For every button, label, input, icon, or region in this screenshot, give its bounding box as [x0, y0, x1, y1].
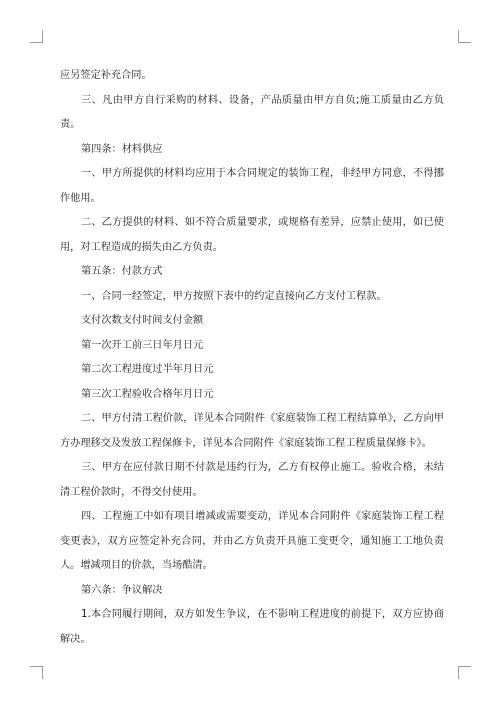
- paragraph: 1.本合同履行期间，双方如发生争议，在不影响工程进度的前提下，双方应协商解决。: [60, 609, 444, 645]
- crop-mark-top-right: [458, 30, 471, 43]
- section-heading: 第四条：材料供应: [81, 143, 163, 155]
- payment-row: 第一次开工前三日年月日元: [81, 339, 204, 351]
- paragraph: 一、甲方所提供的材料均应用于本合同规定的装饰工程，非经甲方同意，不得挪作他用。: [60, 168, 444, 204]
- paragraph: 四、工程施工中如有项目增减或需要变动，详见本合同附件《家庭装饰工程工程变更表》，双方应签定补充合同，并由乙方负责开具施工变更令，通知施工工地负责人。增减项目的价款，当场酷清。: [60, 511, 444, 571]
- paragraph: 一、合同一经签定，甲方按照下表中的约定直接向乙方支付工程款。: [81, 290, 387, 302]
- paragraph: 三、凡由甲方自行采购的材料、设备，产品质量由甲方自负;施工质量由乙方负责。: [60, 94, 444, 130]
- payment-row: 第三次工程验收合格年月日元: [81, 388, 214, 400]
- crop-mark-bottom-left: [30, 666, 43, 679]
- crop-mark-bottom-right: [458, 666, 471, 679]
- section-heading: 第六条：争议解决: [81, 584, 163, 596]
- paragraph: 应另签定补充合同。: [60, 70, 152, 81]
- payment-row: 第二次工程进度过半年月日元: [81, 364, 214, 375]
- paragraph: 二、乙方提供的材料、如不符合质量要求，或规格有差异，应禁止使用，如已使用，对工程造成的损失由乙方负责。: [60, 217, 444, 253]
- payment-table-header: 支付次数支付时间支付金额: [81, 315, 204, 326]
- paragraph: 二、甲方付清工程价款，详见本合同附件《家庭装饰工程工程结算单》，乙方向甲方办理移交及发放工程保修卡，详见本合同附件《家庭装饰工程工程质量保修卡》。: [60, 413, 444, 449]
- section-heading: 第五条：付款方式: [81, 266, 163, 277]
- crop-mark-top-left: [30, 30, 43, 43]
- document-body: [60, 64, 444, 652]
- paragraph: 三、甲方在应付款日期不付款是违约行为，乙方有权停止施工。验收合格，未结清工程价款时，不得交付使用。: [60, 462, 444, 498]
